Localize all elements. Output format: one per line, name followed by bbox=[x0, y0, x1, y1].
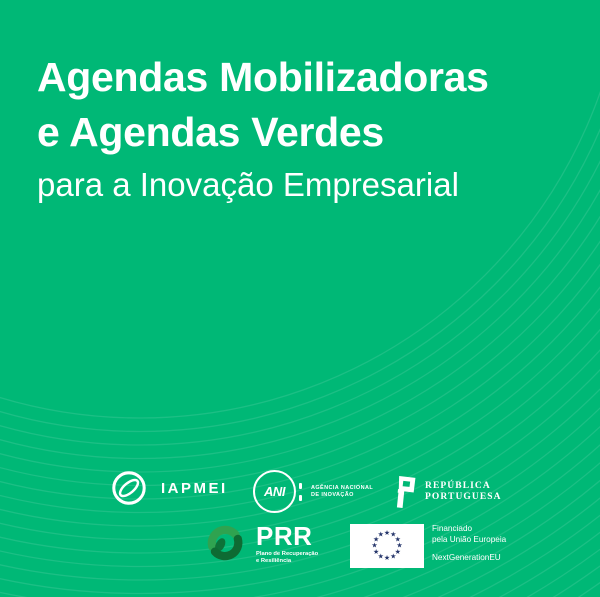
svg-text:★: ★ bbox=[390, 531, 397, 539]
svg-text:★: ★ bbox=[383, 555, 391, 562]
iapmei-ring-icon bbox=[110, 469, 148, 507]
svg-text:★: ★ bbox=[394, 536, 401, 544]
svg-text:★: ★ bbox=[371, 542, 378, 550]
republica-portuguesa-name bbox=[425, 481, 502, 503]
svg-text:★: ★ bbox=[390, 553, 397, 561]
ani-tick-marks-icon bbox=[299, 483, 302, 501]
eu-funding-logo bbox=[350, 524, 506, 568]
iapmei-logo bbox=[110, 469, 228, 507]
prr-logo bbox=[202, 520, 318, 566]
svg-text:★: ★ bbox=[383, 530, 391, 537]
eu-flag-icon bbox=[350, 524, 424, 568]
eu-funding-line-2: pela União Europeia bbox=[432, 534, 507, 544]
svg-text:★: ★ bbox=[396, 542, 403, 550]
prr-acronym: PRR bbox=[256, 521, 313, 551]
ani-name-line-1: AGÊNCIA NACIONAL bbox=[311, 484, 374, 491]
ani-name-line-2: DE INOVAÇÃO bbox=[311, 491, 354, 498]
republica-portuguesa-logo bbox=[396, 476, 502, 508]
iapmei-label: IAPMEI bbox=[161, 479, 228, 497]
svg-text:★: ★ bbox=[373, 548, 380, 556]
svg-text:★: ★ bbox=[377, 553, 384, 561]
eu-program-name: NextGenerationEU bbox=[432, 553, 501, 562]
republica-portuguesa-emblem-icon bbox=[396, 476, 417, 508]
eu-funding-line-1: Financiado bbox=[432, 524, 473, 533]
prr-name bbox=[256, 551, 318, 565]
eu-stars-icon bbox=[350, 524, 424, 568]
page-title bbox=[37, 50, 489, 160]
svg-text:★: ★ bbox=[394, 548, 401, 556]
ani-circle-icon bbox=[253, 470, 296, 513]
prr-name-line-2: e Resiliência bbox=[256, 558, 292, 564]
title-line-1: Agendas Mobilizadoras bbox=[37, 54, 489, 100]
page-subtitle: para a Inovação Empresarial bbox=[37, 166, 459, 203]
svg-text:★: ★ bbox=[377, 531, 384, 539]
ani-logo bbox=[253, 470, 373, 513]
eu-funding-text bbox=[432, 524, 506, 564]
svg-text:★: ★ bbox=[373, 536, 380, 544]
prr-name-line-1: Plano de Recuperação bbox=[256, 551, 319, 557]
title-line-2: e Agendas Verdes bbox=[37, 109, 384, 155]
ani-name bbox=[311, 485, 373, 499]
ani-monogram: ANI bbox=[264, 484, 285, 499]
prr-text bbox=[256, 520, 318, 565]
rp-name-line-2: PORTUGUESA bbox=[425, 492, 502, 502]
rp-name-line-1: REPÚBLICA bbox=[425, 481, 491, 491]
prr-swirl-icon bbox=[202, 520, 248, 566]
